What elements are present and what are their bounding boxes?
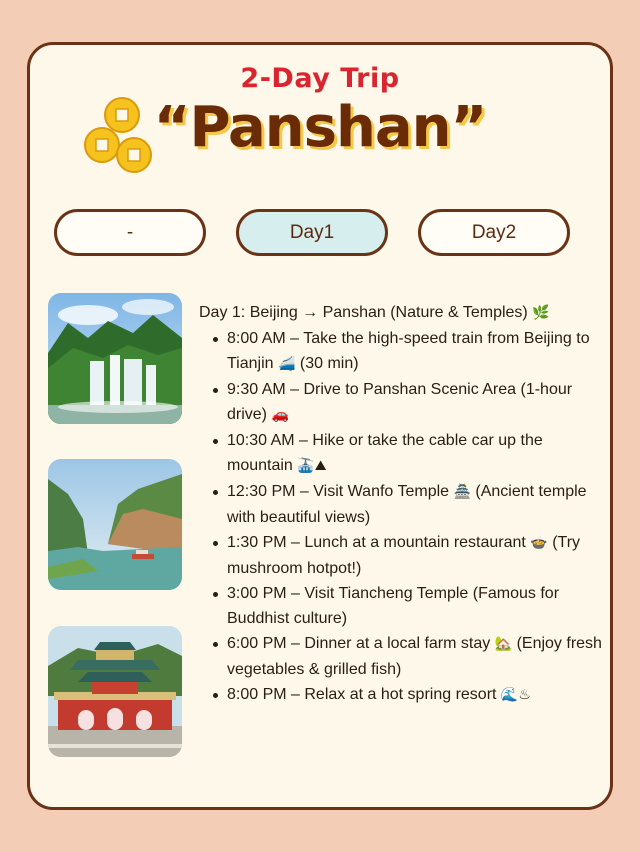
train-icon: 🚄 [278, 356, 296, 372]
tab-label: - [126, 221, 134, 243]
page-title: “Panshan” [153, 95, 487, 160]
list-item: 12:30 PM – Visit Wanfo Temple 🏯 (Ancient temple with beautiful views) [227, 479, 609, 530]
hotpot-icon: 🍲 [530, 535, 548, 551]
list-item: 8:00 PM – Relax at a hot spring resort 🌊♨ [227, 682, 609, 708]
leaf-icon: 🌿 [532, 305, 550, 321]
waterfall-image [48, 293, 182, 424]
list-item: 9:30 AM – Drive to Panshan Scenic Area (1-hour drive) 🚗 [227, 377, 609, 428]
list-item: 6:00 PM – Dinner at a local farm stay 🏡 (Enjoy fresh vegetables & grilled fish) [227, 631, 609, 682]
river-gorge-image [48, 459, 182, 590]
schedule-list [199, 326, 609, 708]
cable-car-mountain-icon: 🚠⛰ [297, 458, 327, 474]
farmhouse-icon: 🏡 [494, 636, 513, 652]
tab-day2[interactable] [418, 209, 570, 256]
tab-dash[interactable] [54, 209, 206, 256]
hot-spring-icon: 🌊♨ [500, 687, 531, 703]
tab-label: Day1 [289, 221, 335, 243]
list-item: 10:30 AM – Hike or take the cable car up the mountain 🚠⛰ [227, 428, 609, 479]
itinerary-list [199, 300, 609, 708]
day-heading: Day 1: Beijing → Panshan (Nature & Temples) 🌿 [199, 304, 550, 321]
temple-icon: 🏯 [453, 484, 471, 500]
subtitle: 2-Day Trip [240, 63, 400, 94]
itinerary-card [27, 42, 613, 810]
temple-image [48, 626, 182, 757]
list-item: 8:00 AM – Take the high-speed train from Beijing to Tianjin 🚄 (30 min) [227, 326, 609, 377]
temple-photo [48, 626, 182, 757]
river-gorge-photo [48, 459, 182, 590]
car-icon: 🚗 [271, 407, 289, 423]
waterfall-photo [48, 293, 182, 424]
tab-day1[interactable] [236, 209, 388, 256]
tab-label: Day2 [471, 221, 517, 243]
list-item: 3:00 PM – Visit Tiancheng Temple (Famous for Buddhist culture) [227, 581, 609, 631]
list-item: 1:30 PM – Lunch at a mountain restaurant 🍲 (Try mushroom hotpot!) [227, 530, 609, 581]
